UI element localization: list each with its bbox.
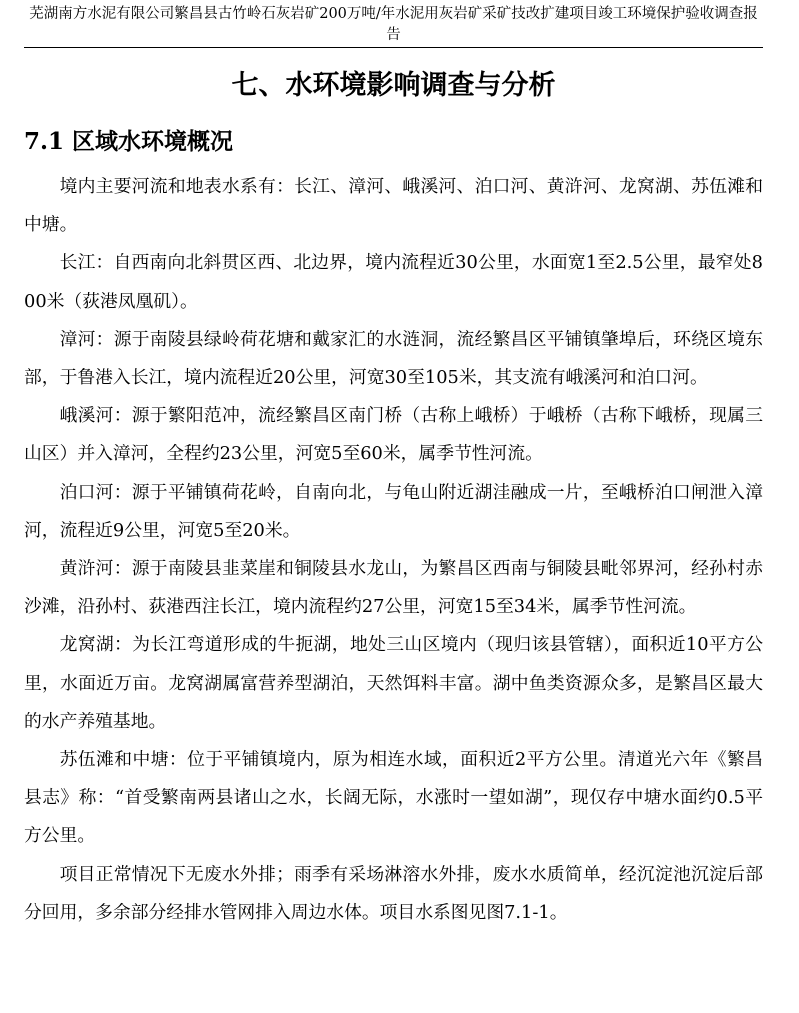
paragraph-bokouhe: 泊口河：源于平铺镇荷花岭，自南向北，与龟山附近湖洼融成一片，至峨桥泊口闸泄入漳河，流程近9公里，河宽5至20米。 bbox=[24, 481, 763, 541]
header-title: 芜湖南方水泥有限公司繁昌县古竹岭石灰岩矿200万吨/年水泥用灰岩矿采矿技改扩建项目竣工环境保护验收调查报告 bbox=[29, 6, 758, 43]
paragraph-overview: 境内主要河流和地表水系有：长江、漳河、峨溪河、泊口河、黄浒河、龙窝湖、苏伍滩和中塘。 bbox=[24, 176, 763, 236]
paragraph-huanghuhe: 黄浒河：源于南陵县韭菜崖和铜陵县水龙山，为繁昌区西南与铜陵县毗邻界河，经孙村赤沙滩，沿孙村、荻港西注长江，境内流程约27公里，河宽15至34米，属季节性河流。 bbox=[24, 558, 763, 618]
paragraph-exihe: 峨溪河：源于繁阳范冲，流经繁昌区南门桥（古称上峨桥）于峨桥（古称下峨桥，现属三山区）并入漳河，全程约23公里，河宽5至60米，属季节性河流。 bbox=[24, 405, 763, 465]
page-header bbox=[24, 4, 763, 46]
header-divider bbox=[24, 47, 763, 48]
paragraph-longwohu: 龙窝湖：为长江弯道形成的牛扼湖，地处三山区境内（现归该县管辖），面积近10平方公里，水面近万亩。龙窝湖属富营养型湖泊，天然饵料丰富。湖中鱼类资源众多，是繁昌区最大的水产养殖基地。 bbox=[24, 634, 763, 732]
paragraph-suwutan: 苏伍滩和中塘：位于平铺镇境内，原为相连水域，面积近2平方公里。清道光六年《繁昌县志》称：“首受繁南两县诸山之水，长阔无际，水涨时一望如湖”，现仅存中塘水面约0.5平方公里。 bbox=[24, 749, 763, 847]
paragraph-project-water: 项目正常情况下无废水外排；雨季有采场淋溶水外排，废水水质简单，经沉淀池沉淀后部分回用，多余部分经排水管网排入周边水体。项目水系图见图7.1-1。 bbox=[24, 863, 763, 923]
chapter-title: 七、水环境影响调查与分析 bbox=[231, 70, 556, 101]
body-text bbox=[24, 168, 763, 932]
paragraph-changjiang: 长江：自西南向北斜贯区西、北边界，境内流程近30公里，水面宽1至2.5公里，最窄处800米（荻港凤凰矶）。 bbox=[24, 252, 763, 312]
paragraph-zhanghe: 漳河：源于南陵县绿岭荷花塘和戴家汇的水涟洞，流经繁昌区平铺镇肇埠后，环绕区境东部，于鲁港入长江，境内流程近20公里，河宽30至105米，其支流有峨溪河和泊口河。 bbox=[24, 328, 763, 389]
section-title: 7.1 区域水环境概况 bbox=[24, 128, 234, 155]
